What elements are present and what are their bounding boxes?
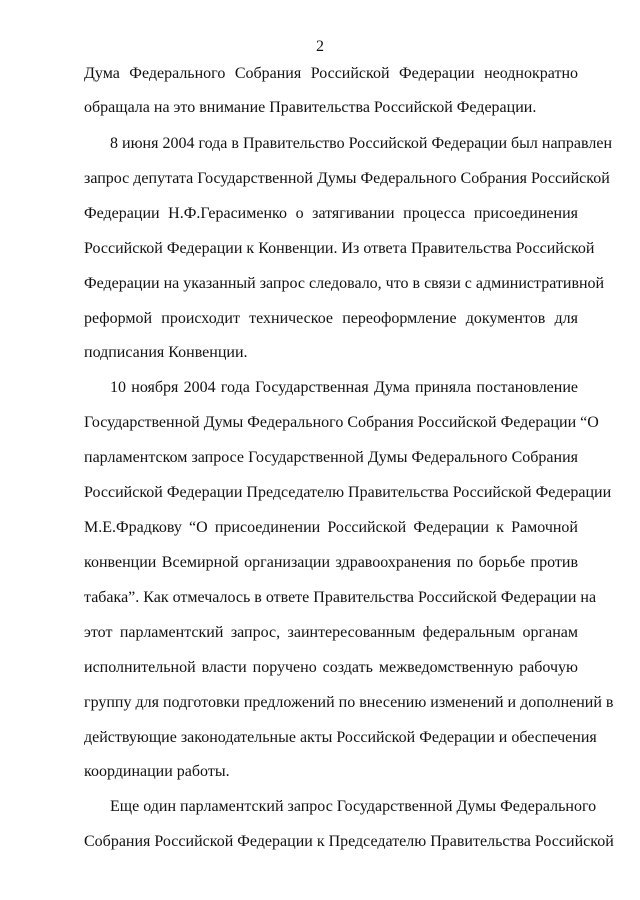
text-line: Федерации на указанный запрос следовало, что в связи с административной <box>84 275 605 292</box>
text-line: Дума Федерального Собрания Российской Федерации неоднократно <box>84 65 578 82</box>
text-line: Собрания Российской Федерации к Председателю Правительства Российской <box>84 833 614 850</box>
text-line: парламентском запросе Государственной Думы Федерального Собрания <box>84 449 578 466</box>
text-line: Федерации Н.Ф.Герасименко о затягивании процесса присоединения <box>84 205 578 222</box>
text-line: Еще один парламентский запрос Государственной Думы Федерального <box>110 798 597 815</box>
text-line: действующие законодательные акты Российской Федерации и обеспечения <box>84 729 597 746</box>
text-line: табака”. Как отмечалось в ответе Правительства Российской Федерации на <box>84 589 597 606</box>
text-line: подписания Конвенции. <box>84 344 248 361</box>
text-line: реформой происходит техническое переоформление документов для <box>84 310 578 327</box>
text-line: 10 ноября 2004 года Государственная Дума приняла постановление <box>110 379 578 396</box>
text-line: обращала на это внимание Правительства Российской Федерации. <box>84 99 537 116</box>
text-line: этот парламентский запрос, заинтересованным федеральным органам <box>84 624 578 641</box>
text-line: запрос депутата Государственной Думы Федерального Собрания Российской <box>84 170 610 187</box>
text-line: Государственной Думы Федерального Собрания Российской Федерации “О <box>84 414 599 431</box>
page-number: 2 <box>316 38 324 55</box>
text-line: группу для подготовки предложений по внесению изменений и дополнений в <box>84 694 614 711</box>
text-line: Российской Федерации к Конвенции. Из ответа Правительства Российской <box>84 240 595 257</box>
text-line: Российской Федерации Председателю Правительства Российской Федерации <box>84 484 612 501</box>
text-line: координации работы. <box>84 763 230 780</box>
text-line: 8 июня 2004 года в Правительство Российской Федерации был направлен <box>110 135 613 152</box>
text-line: конвенции Всемирной организации здравоохранения по борьбе против <box>84 554 578 571</box>
text-line: М.Е.Фрадкову “О присоединении Российской Федерации к Рамочной <box>84 519 578 536</box>
text-line: исполнительной власти поручено создать межведомственную рабочую <box>84 659 578 676</box>
